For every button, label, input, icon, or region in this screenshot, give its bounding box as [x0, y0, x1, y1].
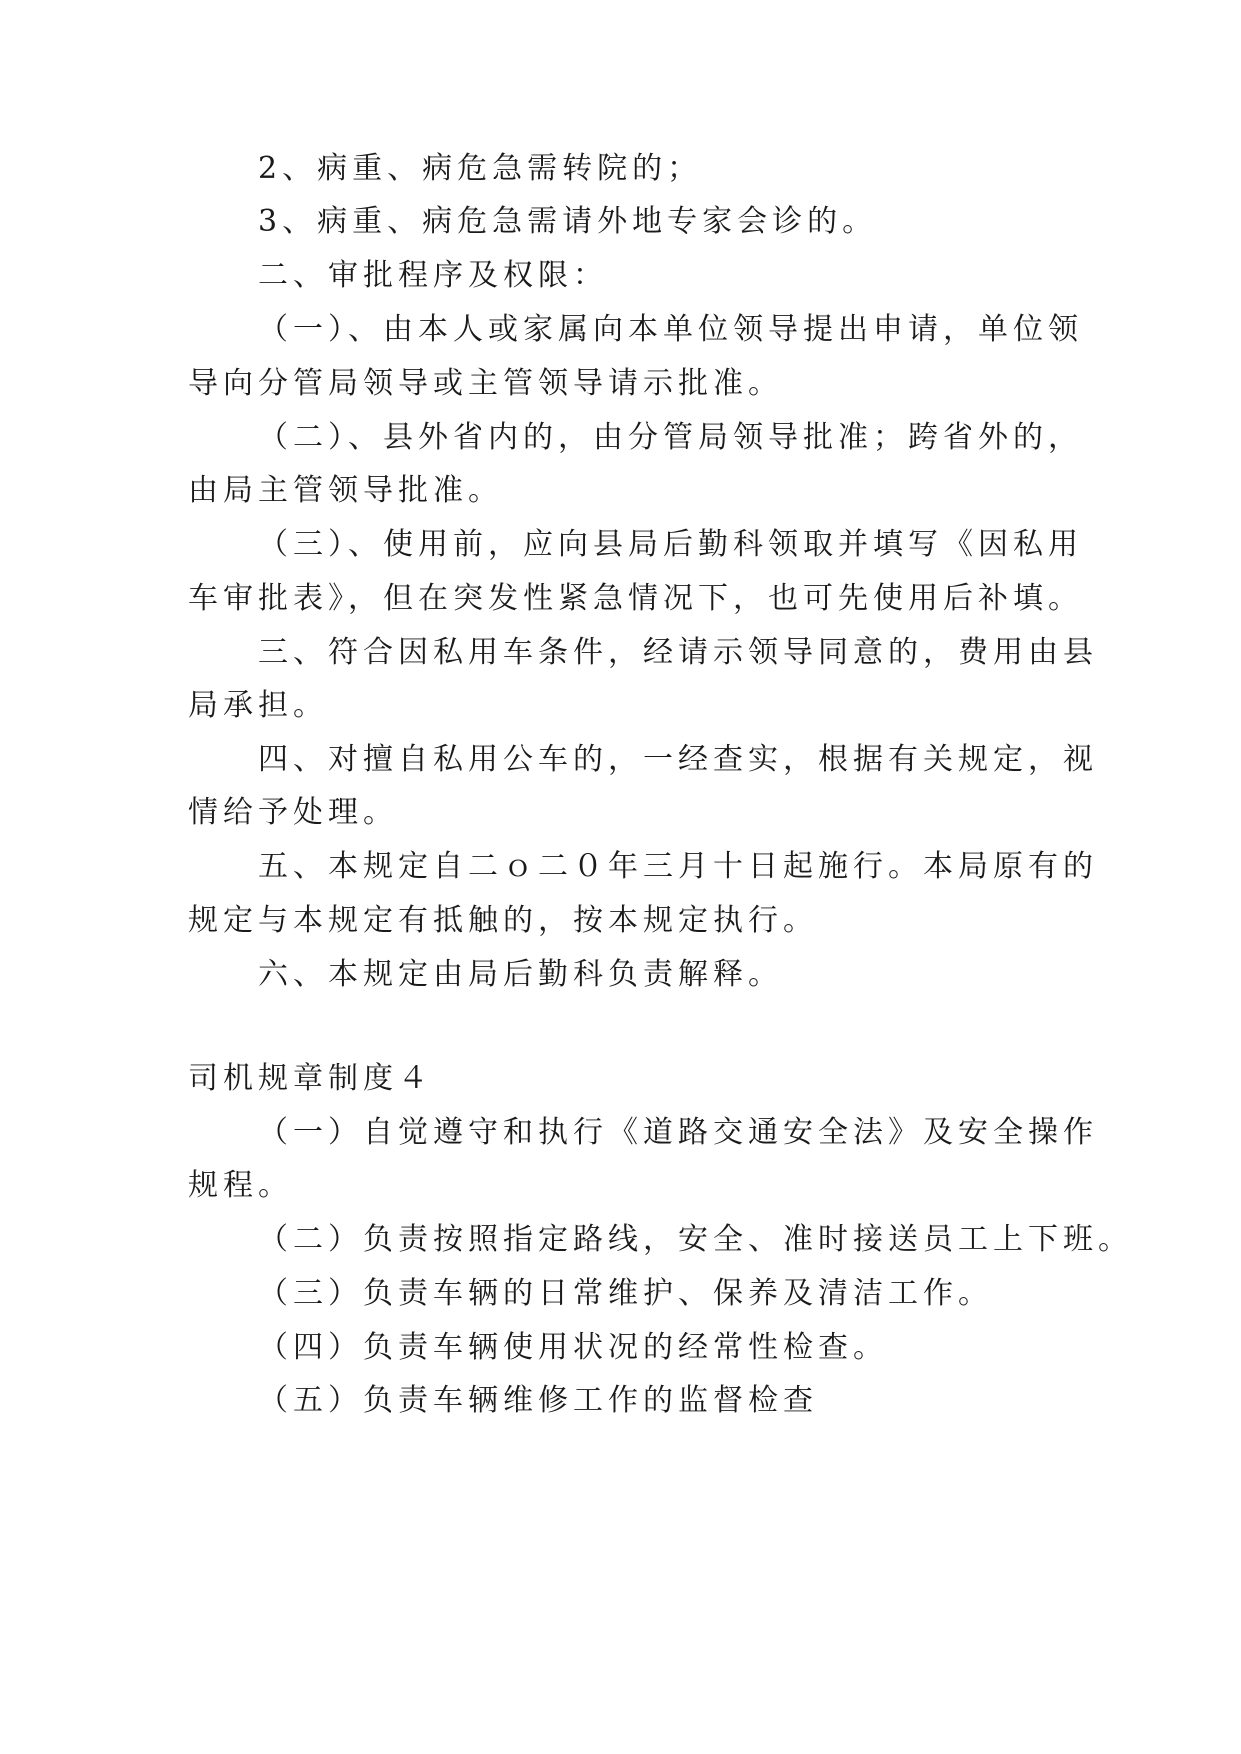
paragraph-line: 由局主管领导批准。: [188, 473, 503, 508]
paragraph-line: （一）、由本人或家属向本单位领导提出申请，单位领: [258, 312, 1083, 347]
paragraph-line: 三、符合因私用车条件，经请示领导同意的，费用由县: [258, 635, 1098, 670]
paragraph-line: 四、对擅自私用公车的，一经查实，根据有关规定，视: [258, 742, 1098, 777]
paragraph-line: 六、本规定由局后勤科负责解释。: [258, 957, 783, 992]
paragraph-line: （五）负责车辆维修工作的监督检查: [258, 1383, 818, 1418]
document-heading: 司机规章制度４: [188, 1061, 433, 1096]
paragraph-line: 规定与本规定有抵触的，按本规定执行。: [188, 903, 818, 938]
paragraph-line: 五、本规定自二ｏ二０年三月十日起施行。本局原有的: [258, 849, 1098, 884]
paragraph-line: （三）、使用前，应向县局后勤科领取并填写《因私用: [258, 527, 1083, 562]
paragraph-line: 局承担。: [188, 688, 328, 723]
section-heading-line: 二、审批程序及权限：: [258, 258, 608, 293]
paragraph-line: 导向分管局领导或主管领导请示批准。: [188, 366, 783, 401]
paragraph-line: （二）、县外省内的，由分管局领导批准；跨省外的，: [258, 420, 1083, 455]
paragraph-line: 2、病重、病危急需转院的；: [258, 151, 703, 186]
paragraph-line: 规程。: [188, 1168, 293, 1203]
paragraph-line: （一）自觉遵守和执行《道路交通安全法》及安全操作: [258, 1115, 1098, 1150]
paragraph-line: 3、病重、病危急需请外地专家会诊的。: [258, 204, 878, 239]
paragraph-line: （四）负责车辆使用状况的经常性检查。: [258, 1330, 888, 1365]
paragraph-line: 车审批表》，但在突发性紧急情况下，也可先使用后补填。: [188, 581, 1083, 616]
paragraph-line: （三）负责车辆的日常维护、保养及清洁工作。: [258, 1276, 993, 1311]
paragraph-line: 情给予处理。: [188, 795, 398, 830]
paragraph-line: （二）负责按照指定路线，安全、准时接送员工上下班。: [258, 1222, 1133, 1257]
